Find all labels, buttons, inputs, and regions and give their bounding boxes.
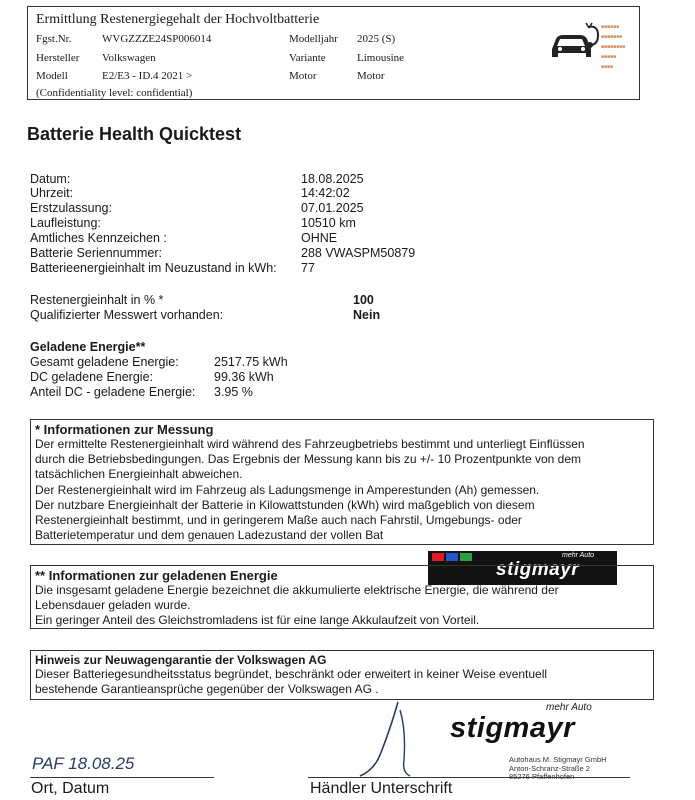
box-line: Restenergieinhalt bestimmt, und in geringerem Maße auch nach Fahrstil, Umgebungs- oder [35,513,522,528]
signature-line-left [30,777,214,778]
stamp-tagline: mehr Auto [562,552,595,559]
confidentiality-note: (Confidentiality level: confidential) [36,87,193,99]
energy-label-anteil: Anteil DC - geladene Energie: [30,385,196,399]
box-line: Ein geringer Anteil des Gleichstromladens ist für eine lange Akkulaufzeit von Vorteil. [35,613,480,628]
energy-label-gesamt: Gesamt geladene Energie: [30,355,179,369]
energy-value-anteil: 3.95 % [214,385,253,399]
info-box-energy [30,565,654,629]
stamp-wordmark: stigmayr [496,559,580,580]
energy-label-dc: DC geladene Energie: [30,370,153,384]
diagnostic-car-logo [548,19,636,81]
dealer-signature-icon [300,700,500,780]
motor-value: Motor [357,70,385,82]
signature-line-right [308,777,630,778]
variante-label: Variante [289,52,326,64]
box-line: Die insgesamt geladene Energie bezeichnet die akkumulierte elektrische Energie, die während der [35,583,559,597]
address-line: Autohaus M. Stigmayr GmbH [509,755,607,764]
dealer-tagline: mehr Auto [546,702,592,713]
hersteller-value: Volkswagen [102,52,156,64]
modell-value: E2/E3 - ID.4 2021 > [102,70,193,82]
detail-value-neuzustand: 77 [301,261,315,275]
detail-label-uhrzeit: Uhrzeit: [30,186,74,200]
header-title: Ermittlung Restenergiegehalt der Hochvoltbatterie [36,12,320,27]
address-line: Anton-Schranz-Straße 2 [509,763,590,773]
stamp-green-square [460,553,472,561]
warranty-notice-box [30,650,654,700]
detail-value-kennzeichen: OHNE [301,231,338,245]
detail-value-laufleistung: 10510 km [301,216,356,230]
hersteller-label: Hersteller [36,52,80,64]
energy-heading: Geladene Energie** [30,340,146,354]
fgst-value: WVGZZZE24SP006014 [102,33,212,45]
box-heading-energy: ** Informationen zur geladenen Energie [35,568,278,583]
detail-value-datum: 18.08.2025 [301,172,364,186]
variante-value: Limousine [357,52,405,64]
info-box-measurement [30,419,654,545]
detail-label-neuzustand: Batterieenergieinhalt im Neuzustand in kWh: [30,261,277,275]
detail-value-uhrzeit: 14:42:02 [301,186,350,200]
box-heading-warranty: Hinweis zur Neuwagengarantie der Volkswagen AG [35,653,327,667]
logo-tagline-lines: ■■■■■■ ■■■■■■■ ■■■■■■■■ ■■■■■ ■■■■ [601,25,626,70]
detail-label-kennzeichen: Amtliches Kennzeichen : [30,231,167,245]
detail-label-seriennummer: Batterie Seriennummer: [30,246,163,260]
energy-value-gesamt: 2517.75 kWh [214,355,288,369]
stamp-blue-square [446,553,458,561]
motor-label: Motor [289,70,317,82]
box-line: Lebensdauer geladen wurde. [35,598,191,613]
detail-label-datum: Datum: [30,172,71,186]
stamp-red-square [432,553,444,561]
box-line: Batterietemperatur und dem genauen Ladezustand der vollen Bat [35,528,384,543]
result-label-restenergie: Restenergieinhalt in % * [30,293,164,307]
signature-label-right: Händler Unterschrift [310,780,453,797]
result-label-messwert: Qualifizierter Messwert vorhanden: [30,308,224,322]
box-line: Der nutzbare Energieinhalt der Batterie in Kilowattstunden (kWh) wird maßgeblich von diesem [35,497,535,512]
handwritten-place-date: PAF 18.08.25 [32,754,135,773]
modelljahr-label: Modelljahr [289,33,338,45]
box-line: bestehende Garantieansprüche gegenüber der Volkswagen AG . [35,682,379,697]
result-value-restenergie: 100 [353,293,374,307]
fgst-label: Fgst.Nr. [36,33,72,45]
dealer-wordmark: stigmayr [450,712,575,744]
page-title: Batterie Health Quicktest [27,124,242,144]
signature-label-left: Ort, Datum [31,780,110,797]
box-heading-measurement: * Informationen zur Messung [35,422,214,437]
result-value-messwert: Nein [353,308,381,322]
modell-label: Modell [36,70,68,82]
box-line: tatsächlichen Energieinhalt abweichen. [35,467,243,482]
detail-label-laufleistung: Laufleistung: [30,216,101,230]
box-line: Der Restenergieinhalt wird im Fahrzeug als Ladungsmenge in Amperestunden (Ah) gemessen. [35,482,540,497]
box-line: durch die Betriebsbedingungen. Das Ergebnis der Messung kann bis zu +/- 10 Prozentpunkte von dem [35,452,581,467]
box-line: Dieser Batteriegesundheitsstatus begründet, beschränkt oder erweitert in keiner Weise eventuell [35,667,548,681]
car-stethoscope-icon [548,19,603,63]
document-header [27,6,640,100]
detail-value-seriennummer: 288 VWASPM50879 [301,246,416,260]
detail-value-erstzulassung: 07.01.2025 [301,201,364,215]
energy-value-dc: 99.36 kWh [214,370,274,384]
modelljahr-value: 2025 (S) [357,33,396,45]
box-line: Der ermittelte Restenergieinhalt wird während des Fahrzeugbetriebs bestimmt und unterliegt Einflüssen [35,437,585,451]
detail-label-erstzulassung: Erstzulassung: [30,201,112,215]
